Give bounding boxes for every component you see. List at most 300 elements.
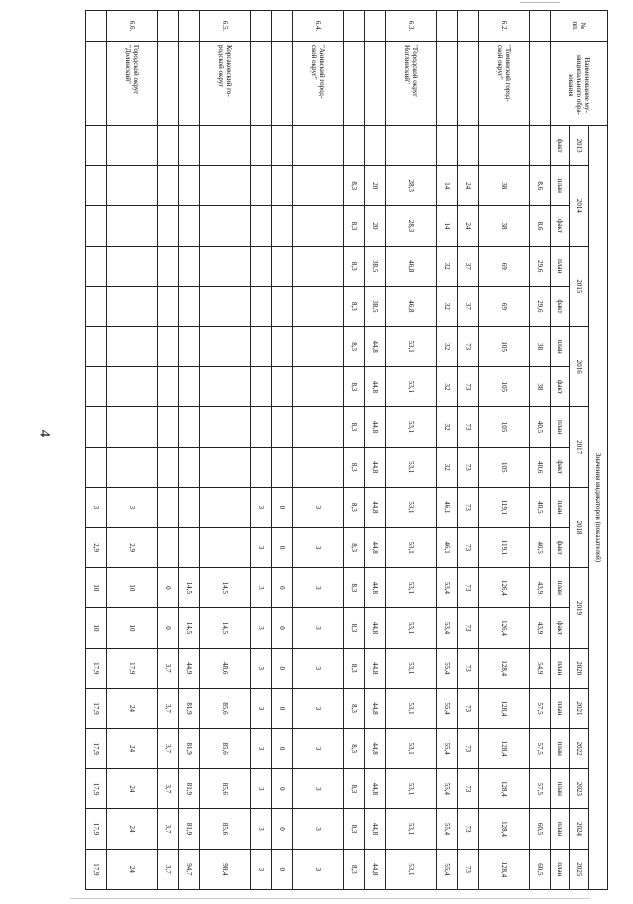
value-cell bbox=[86, 407, 107, 447]
table-row bbox=[437, 11, 458, 890]
value-cell: 0 bbox=[158, 608, 179, 648]
value-cell: 0 bbox=[272, 729, 293, 769]
value-cell: 0 bbox=[272, 648, 293, 688]
value-cell: 14,5 bbox=[200, 568, 251, 608]
value-cell: 44,8 bbox=[365, 407, 386, 447]
value-cell: 14 bbox=[437, 166, 458, 206]
value-cell: 8,3 bbox=[344, 407, 365, 447]
value-cell: 53,1 bbox=[386, 568, 437, 608]
value-cell: 8,3 bbox=[344, 327, 365, 367]
value-cell: 0 bbox=[272, 809, 293, 849]
value-cell: 73 bbox=[458, 729, 479, 769]
value-cell: 73 bbox=[458, 769, 479, 809]
value-cell: 55,4 bbox=[437, 648, 458, 688]
municipality-name bbox=[344, 42, 365, 126]
table-body bbox=[86, 11, 551, 890]
top-rule bbox=[520, 2, 560, 3]
value-cell: 53,1 bbox=[386, 487, 437, 527]
row-number: 6.2. bbox=[479, 11, 530, 42]
value-cell: 55,4 bbox=[437, 769, 458, 809]
value-cell: 3 bbox=[293, 769, 344, 809]
value-cell: 8,3 bbox=[344, 608, 365, 648]
value-cell bbox=[272, 286, 293, 326]
value-cell bbox=[251, 367, 272, 407]
value-cell: 81,9 bbox=[179, 769, 200, 809]
value-cell: 14,5 bbox=[200, 608, 251, 648]
row-number bbox=[251, 11, 272, 42]
value-cell bbox=[293, 126, 344, 166]
value-cell: 8,3 bbox=[344, 688, 365, 728]
value-cell: 3,7 bbox=[158, 769, 179, 809]
value-cell: 53,1 bbox=[386, 327, 437, 367]
municipality-name bbox=[365, 42, 386, 126]
value-cell: 32 bbox=[437, 407, 458, 447]
value-cell bbox=[272, 447, 293, 487]
value-cell bbox=[272, 367, 293, 407]
value-cell: 98,4 bbox=[200, 849, 251, 889]
value-cell bbox=[251, 447, 272, 487]
value-cell: 53,1 bbox=[386, 809, 437, 849]
value-cell bbox=[200, 166, 251, 206]
value-cell: 37 bbox=[458, 286, 479, 326]
value-cell: 57,5 bbox=[530, 769, 551, 809]
table-row bbox=[344, 11, 365, 890]
value-cell: 0 bbox=[272, 608, 293, 648]
value-cell: 44,8 bbox=[365, 568, 386, 608]
value-cell: 8,3 bbox=[344, 166, 365, 206]
value-cell bbox=[365, 126, 386, 166]
value-cell bbox=[200, 327, 251, 367]
value-cell bbox=[107, 407, 158, 447]
value-cell: 24 bbox=[458, 206, 479, 246]
value-cell bbox=[179, 528, 200, 568]
value-cell bbox=[86, 126, 107, 166]
value-cell bbox=[86, 286, 107, 326]
value-cell bbox=[200, 487, 251, 527]
value-cell bbox=[86, 166, 107, 206]
value-cell bbox=[293, 407, 344, 447]
header-row-1 bbox=[589, 11, 608, 890]
value-cell: 24 bbox=[107, 729, 158, 769]
value-cell: 0 bbox=[272, 849, 293, 889]
value-cell bbox=[251, 126, 272, 166]
value-cell: 119,1 bbox=[479, 528, 530, 568]
year-2016: 2016 bbox=[570, 327, 589, 407]
value-cell: 73 bbox=[458, 809, 479, 849]
value-cell: 69 bbox=[479, 286, 530, 326]
value-cell bbox=[179, 246, 200, 286]
table-row bbox=[365, 11, 386, 890]
value-cell: 105 bbox=[479, 407, 530, 447]
value-cell: 46,8 bbox=[386, 286, 437, 326]
municipality-name bbox=[437, 42, 458, 126]
value-cell: 10 bbox=[107, 608, 158, 648]
value-cell bbox=[158, 487, 179, 527]
value-cell: 24 bbox=[107, 688, 158, 728]
year-2023: 2023 bbox=[570, 769, 589, 809]
value-cell bbox=[293, 367, 344, 407]
value-cell: 44,8 bbox=[365, 729, 386, 769]
indicators-table bbox=[85, 10, 608, 890]
value-cell: 24 bbox=[458, 166, 479, 206]
value-cell bbox=[272, 407, 293, 447]
municipality-name bbox=[272, 42, 293, 126]
value-cell: 8,3 bbox=[344, 367, 365, 407]
value-cell: 2,9 bbox=[86, 528, 107, 568]
value-cell: 60,5 bbox=[530, 809, 551, 849]
value-cell: 3 bbox=[293, 729, 344, 769]
value-cell: 28,3 bbox=[386, 166, 437, 206]
value-cell: 24 bbox=[107, 809, 158, 849]
table-row bbox=[200, 11, 251, 890]
value-cell bbox=[107, 246, 158, 286]
value-cell: 54,9 bbox=[530, 648, 551, 688]
value-cell bbox=[272, 166, 293, 206]
value-cell: 44,8 bbox=[365, 528, 386, 568]
value-cell: 24 bbox=[107, 849, 158, 889]
value-cell: 14,5 bbox=[179, 608, 200, 648]
value-cell: 105 bbox=[479, 367, 530, 407]
value-cell: 94,7 bbox=[179, 849, 200, 889]
municipality-name: Городской округ "Долинский" bbox=[107, 42, 158, 126]
value-cell: 3 bbox=[251, 487, 272, 527]
value-cell bbox=[251, 286, 272, 326]
table-row bbox=[107, 11, 158, 890]
value-cell: 3 bbox=[293, 487, 344, 527]
row-number bbox=[179, 11, 200, 42]
year-2017: 2017 bbox=[570, 407, 589, 487]
value-cell bbox=[179, 447, 200, 487]
value-cell bbox=[179, 327, 200, 367]
sub-plan: план bbox=[551, 769, 570, 809]
value-cell: 53,4 bbox=[437, 568, 458, 608]
value-cell bbox=[293, 286, 344, 326]
value-cell: 73 bbox=[458, 327, 479, 367]
municipality-name bbox=[251, 42, 272, 126]
value-cell: 0 bbox=[272, 568, 293, 608]
value-cell: 32 bbox=[437, 327, 458, 367]
value-cell: 46,1 bbox=[437, 528, 458, 568]
municipality-name: "Анивский город- ской округ" bbox=[293, 42, 344, 126]
value-cell bbox=[458, 126, 479, 166]
table-row bbox=[530, 11, 551, 890]
value-cell bbox=[107, 447, 158, 487]
value-cell: 40,6 bbox=[530, 447, 551, 487]
value-cell bbox=[179, 126, 200, 166]
value-cell: 8,3 bbox=[344, 286, 365, 326]
value-cell: 8,6 bbox=[530, 166, 551, 206]
value-cell: 44,8 bbox=[365, 688, 386, 728]
row-number bbox=[344, 11, 365, 42]
value-cell bbox=[107, 166, 158, 206]
value-cell bbox=[272, 246, 293, 286]
value-cell: 8,3 bbox=[344, 528, 365, 568]
value-cell: 38,5 bbox=[365, 286, 386, 326]
value-cell: 3 bbox=[293, 568, 344, 608]
value-cell: 38 bbox=[479, 166, 530, 206]
value-cell: 3 bbox=[293, 809, 344, 849]
sub-plan: план bbox=[551, 568, 570, 608]
value-cell: 44,8 bbox=[365, 849, 386, 889]
year-2025: 2025 bbox=[570, 849, 589, 889]
value-cell: 55,4 bbox=[437, 849, 458, 889]
sub-fact: факт bbox=[551, 367, 570, 407]
value-cell: 3,7 bbox=[158, 729, 179, 769]
year-2013: 2013 bbox=[570, 126, 589, 166]
value-cell: 8,3 bbox=[344, 729, 365, 769]
value-cell bbox=[86, 327, 107, 367]
value-cell bbox=[158, 407, 179, 447]
value-cell bbox=[179, 206, 200, 246]
value-cell bbox=[293, 166, 344, 206]
value-cell: 73 bbox=[458, 608, 479, 648]
value-cell: 53,1 bbox=[386, 849, 437, 889]
value-cell: 0 bbox=[272, 769, 293, 809]
value-cell: 44,8 bbox=[365, 608, 386, 648]
value-cell: 17,9 bbox=[86, 729, 107, 769]
value-cell: 60,5 bbox=[530, 849, 551, 889]
value-cell: 46,8 bbox=[386, 246, 437, 286]
row-number bbox=[458, 11, 479, 42]
value-cell: 17,9 bbox=[86, 809, 107, 849]
value-cell: 44,8 bbox=[365, 327, 386, 367]
value-cell: 20 bbox=[365, 166, 386, 206]
value-cell: 85,6 bbox=[200, 729, 251, 769]
value-cell bbox=[251, 166, 272, 206]
value-cell bbox=[293, 206, 344, 246]
municipality-name bbox=[530, 42, 551, 126]
value-cell: 8,3 bbox=[344, 849, 365, 889]
value-cell: 10 bbox=[86, 568, 107, 608]
sub-plan: план bbox=[551, 407, 570, 447]
value-cell: 10 bbox=[107, 568, 158, 608]
value-cell: 17,9 bbox=[107, 648, 158, 688]
value-cell: 3 bbox=[251, 809, 272, 849]
year-2020: 2020 bbox=[570, 648, 589, 688]
rotated-table-container bbox=[88, 10, 608, 890]
value-cell: 73 bbox=[458, 447, 479, 487]
value-cell bbox=[293, 246, 344, 286]
value-cell: 29,6 bbox=[530, 246, 551, 286]
value-cell: 3 bbox=[251, 568, 272, 608]
value-cell: 32 bbox=[437, 367, 458, 407]
header-row-plan-fact bbox=[551, 11, 570, 890]
value-cell: 44,8 bbox=[365, 447, 386, 487]
value-cell: 20 bbox=[365, 206, 386, 246]
value-cell bbox=[158, 166, 179, 206]
value-cell: 53,1 bbox=[386, 528, 437, 568]
value-cell: 81,9 bbox=[179, 688, 200, 728]
value-cell: 55,4 bbox=[437, 729, 458, 769]
value-cell: 8,3 bbox=[344, 487, 365, 527]
value-cell bbox=[200, 126, 251, 166]
value-cell: 3,7 bbox=[158, 809, 179, 849]
value-cell: 3 bbox=[251, 688, 272, 728]
value-cell: 0 bbox=[272, 487, 293, 527]
value-cell: 2,9 bbox=[107, 528, 158, 568]
value-cell: 32 bbox=[437, 246, 458, 286]
value-cell: 53,1 bbox=[386, 367, 437, 407]
value-cell bbox=[158, 528, 179, 568]
value-cell bbox=[200, 528, 251, 568]
sub-fact: факт bbox=[551, 447, 570, 487]
value-cell bbox=[158, 206, 179, 246]
row-number bbox=[530, 11, 551, 42]
header-indicator-values: Значения индикаторов (показателей) bbox=[589, 126, 608, 890]
value-cell: 105 bbox=[479, 447, 530, 487]
value-cell: 3,7 bbox=[158, 688, 179, 728]
sub-fact: факт bbox=[551, 126, 570, 166]
value-cell bbox=[179, 286, 200, 326]
value-cell: 53,1 bbox=[386, 769, 437, 809]
value-cell: 85,6 bbox=[200, 688, 251, 728]
value-cell bbox=[158, 447, 179, 487]
row-number: 6.5. bbox=[200, 11, 251, 42]
municipality-name bbox=[86, 42, 107, 126]
value-cell: 128,4 bbox=[479, 769, 530, 809]
value-cell bbox=[200, 447, 251, 487]
sub-plan: план bbox=[551, 729, 570, 769]
row-number: 6.4. bbox=[293, 11, 344, 42]
value-cell: 55,4 bbox=[437, 809, 458, 849]
value-cell bbox=[107, 286, 158, 326]
value-cell: 17,9 bbox=[86, 648, 107, 688]
value-cell: 8,3 bbox=[344, 568, 365, 608]
value-cell: 73 bbox=[458, 648, 479, 688]
value-cell: 24 bbox=[107, 769, 158, 809]
table-row bbox=[86, 11, 107, 890]
value-cell: 3,7 bbox=[158, 849, 179, 889]
value-cell: 46,1 bbox=[437, 487, 458, 527]
value-cell bbox=[107, 206, 158, 246]
value-cell: 53,4 bbox=[437, 608, 458, 648]
value-cell bbox=[251, 206, 272, 246]
value-cell: 3 bbox=[86, 487, 107, 527]
table-row bbox=[479, 11, 530, 890]
value-cell bbox=[200, 407, 251, 447]
value-cell bbox=[158, 367, 179, 407]
value-cell: 8,3 bbox=[344, 769, 365, 809]
value-cell: 57,5 bbox=[530, 729, 551, 769]
value-cell: 128,4 bbox=[479, 648, 530, 688]
table-row bbox=[272, 11, 293, 890]
value-cell: 3 bbox=[251, 608, 272, 648]
value-cell: 28,3 bbox=[386, 206, 437, 246]
value-cell: 3 bbox=[293, 648, 344, 688]
value-cell: 3 bbox=[293, 688, 344, 728]
header-number: № пп. bbox=[551, 11, 608, 42]
value-cell bbox=[251, 246, 272, 286]
value-cell bbox=[86, 206, 107, 246]
value-cell: 81,9 bbox=[179, 809, 200, 849]
table-row bbox=[458, 11, 479, 890]
value-cell: 85,6 bbox=[200, 769, 251, 809]
year-2018: 2018 bbox=[570, 487, 589, 567]
value-cell: 3,7 bbox=[158, 648, 179, 688]
value-cell: 38 bbox=[530, 327, 551, 367]
bottom-rule bbox=[70, 898, 590, 899]
value-cell: 32 bbox=[437, 447, 458, 487]
value-cell: 29,6 bbox=[530, 286, 551, 326]
value-cell: 128,4 bbox=[479, 849, 530, 889]
sub-fact: факт bbox=[551, 286, 570, 326]
value-cell: 3 bbox=[251, 849, 272, 889]
value-cell: 48,6 bbox=[200, 648, 251, 688]
table-row bbox=[251, 11, 272, 890]
year-2021: 2021 bbox=[570, 688, 589, 728]
value-cell: 105 bbox=[479, 327, 530, 367]
value-cell: 32 bbox=[437, 286, 458, 326]
value-cell: 126,4 bbox=[479, 568, 530, 608]
sub-plan: план bbox=[551, 327, 570, 367]
value-cell: 3 bbox=[251, 648, 272, 688]
municipality-name bbox=[179, 42, 200, 126]
row-number bbox=[272, 11, 293, 42]
municipality-name bbox=[458, 42, 479, 126]
value-cell bbox=[386, 126, 437, 166]
value-cell bbox=[179, 407, 200, 447]
value-cell: 8,3 bbox=[344, 246, 365, 286]
value-cell bbox=[158, 286, 179, 326]
value-cell: 73 bbox=[458, 688, 479, 728]
value-cell: 44,9 bbox=[179, 648, 200, 688]
value-cell: 44,8 bbox=[365, 648, 386, 688]
value-cell: 17,9 bbox=[86, 688, 107, 728]
value-cell: 38 bbox=[530, 367, 551, 407]
value-cell: 10 bbox=[86, 608, 107, 648]
value-cell: 17,9 bbox=[86, 849, 107, 889]
header-row-years bbox=[570, 11, 589, 890]
sub-plan: план bbox=[551, 688, 570, 728]
value-cell: 14,5 bbox=[179, 568, 200, 608]
value-cell: 73 bbox=[458, 407, 479, 447]
value-cell: 3 bbox=[251, 528, 272, 568]
row-number bbox=[437, 11, 458, 42]
value-cell: 38,5 bbox=[365, 246, 386, 286]
row-number bbox=[158, 11, 179, 42]
value-cell bbox=[158, 246, 179, 286]
value-cell: 44,8 bbox=[365, 809, 386, 849]
value-cell bbox=[107, 327, 158, 367]
value-cell: 44,8 bbox=[365, 769, 386, 809]
value-cell bbox=[179, 487, 200, 527]
value-cell: 53,1 bbox=[386, 608, 437, 648]
year-2014: 2014 bbox=[570, 166, 589, 246]
value-cell: 3 bbox=[293, 849, 344, 889]
value-cell: 3 bbox=[293, 608, 344, 648]
value-cell: 38 bbox=[479, 206, 530, 246]
value-cell: 57,5 bbox=[530, 688, 551, 728]
value-cell bbox=[272, 126, 293, 166]
municipality-name bbox=[158, 42, 179, 126]
value-cell: 73 bbox=[458, 849, 479, 889]
value-cell: 44,8 bbox=[365, 487, 386, 527]
value-cell: 37 bbox=[458, 246, 479, 286]
value-cell: 43,9 bbox=[530, 608, 551, 648]
value-cell: 73 bbox=[458, 568, 479, 608]
value-cell bbox=[179, 166, 200, 206]
value-cell: 14 bbox=[437, 206, 458, 246]
value-cell: 128,4 bbox=[479, 729, 530, 769]
sub-fact: факт bbox=[551, 528, 570, 568]
value-cell: 119,1 bbox=[479, 487, 530, 527]
value-cell: 3 bbox=[293, 528, 344, 568]
value-cell: 126,4 bbox=[479, 608, 530, 648]
value-cell bbox=[437, 126, 458, 166]
value-cell bbox=[107, 367, 158, 407]
value-cell: 40,5 bbox=[530, 528, 551, 568]
value-cell: 17,9 bbox=[86, 769, 107, 809]
